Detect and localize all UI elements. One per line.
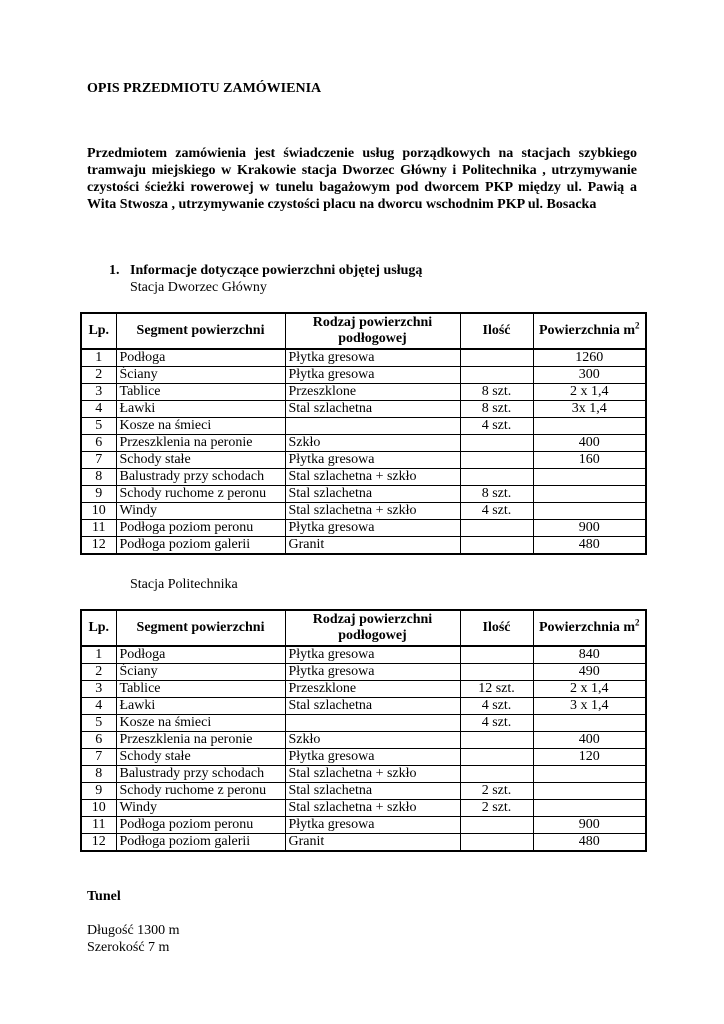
cell-segment: Podłoga poziom peronu xyxy=(116,817,285,834)
station-name-dworzec: Stacja Dworzec Główny xyxy=(130,280,267,295)
cell-lp: 11 xyxy=(81,520,116,537)
table-row xyxy=(81,749,646,766)
cell-lp: 3 xyxy=(81,681,116,698)
cell-segment: Podłoga poziom galerii xyxy=(116,834,285,852)
table-row xyxy=(81,800,646,817)
cell-segment: Windy xyxy=(116,800,285,817)
cell-powierzchnia: 900 xyxy=(533,520,646,537)
table-row xyxy=(81,384,646,401)
table-body xyxy=(81,349,646,554)
cell-powierzchnia: 160 xyxy=(533,452,646,469)
cell-powierzchnia xyxy=(533,766,646,783)
cell-segment: Kosze na śmieci xyxy=(116,418,285,435)
cell-rodzaj: Granit xyxy=(285,834,460,852)
table-row xyxy=(81,732,646,749)
cell-ilosc: 4 szt. xyxy=(460,698,533,715)
cell-rodzaj: Stal szlachetna xyxy=(285,698,460,715)
header-lp: Lp. xyxy=(81,610,116,646)
cell-powierzchnia: 840 xyxy=(533,646,646,664)
cell-lp: 5 xyxy=(81,418,116,435)
cell-ilosc xyxy=(460,520,533,537)
cell-segment: Podłoga xyxy=(116,349,285,367)
table-header-row xyxy=(81,313,646,349)
cell-ilosc: 2 szt. xyxy=(460,783,533,800)
tunel-heading: Tunel xyxy=(87,889,121,904)
header-powierzchnia-sup: 2 xyxy=(635,320,640,331)
cell-powierzchnia: 2 x 1,4 xyxy=(533,681,646,698)
header-ilosc: Ilość xyxy=(460,610,533,646)
cell-ilosc xyxy=(460,646,533,664)
header-segment: Segment powierzchni xyxy=(116,610,285,646)
table-row xyxy=(81,418,646,435)
cell-powierzchnia: 400 xyxy=(533,732,646,749)
table-row xyxy=(81,766,646,783)
cell-ilosc xyxy=(460,349,533,367)
table-body xyxy=(81,646,646,851)
cell-lp: 10 xyxy=(81,800,116,817)
cell-lp: 9 xyxy=(81,783,116,800)
cell-ilosc xyxy=(460,469,533,486)
cell-powierzchnia: 2 x 1,4 xyxy=(533,384,646,401)
cell-rodzaj: Płytka gresowa xyxy=(285,367,460,384)
header-powierzchnia-text: Powierzchnia m xyxy=(538,323,636,338)
cell-segment: Przeszklenia na peronie xyxy=(116,732,285,749)
header-powierzchnia-sup: 2 xyxy=(635,617,640,628)
header-lp: Lp. xyxy=(81,313,116,349)
cell-lp: 1 xyxy=(81,349,116,367)
section-heading-text: Informacje dotyczące powierzchni objętej usługą xyxy=(130,263,423,278)
table-row xyxy=(81,435,646,452)
cell-rodzaj: Stal szlachetna + szkło xyxy=(285,503,460,520)
cell-rodzaj xyxy=(285,418,460,435)
tunel-width: Szerokość 7 m xyxy=(87,940,170,955)
cell-segment: Balustrady przy schodach xyxy=(116,766,285,783)
table-header-row xyxy=(81,610,646,646)
header-segment: Segment powierzchni xyxy=(116,313,285,349)
intro-paragraph: Przedmiotem zamówienia jest świadczenie usług porządkowych na stacjach szybkiego tramwaju miejskiego w Krakowie stacja Dworzec Główny i Politechnika , utrzymywanie czystości ścieżki rowerowej w tunelu bagażowym pod dworcem PKP między ul. Pawią a Wita Stwosza , utrzymywanie czystości placu na dworcu wschodnim PKP ul. Bosacka xyxy=(87,146,637,212)
cell-ilosc xyxy=(460,749,533,766)
cell-segment: Schody stałe xyxy=(116,749,285,766)
cell-segment: Tablice xyxy=(116,681,285,698)
cell-ilosc: 8 szt. xyxy=(460,486,533,503)
table-row xyxy=(81,401,646,418)
cell-powierzchnia xyxy=(533,503,646,520)
table-row xyxy=(81,834,646,852)
header-rodzaj: Rodzaj powierzchni podłogowej xyxy=(285,313,460,349)
cell-rodzaj: Stal szlachetna xyxy=(285,783,460,800)
cell-ilosc xyxy=(460,367,533,384)
cell-powierzchnia xyxy=(533,715,646,732)
cell-lp: 2 xyxy=(81,367,116,384)
cell-segment: Ściany xyxy=(116,664,285,681)
cell-ilosc xyxy=(460,435,533,452)
cell-segment: Ławki xyxy=(116,698,285,715)
cell-segment: Windy xyxy=(116,503,285,520)
cell-rodzaj: Płytka gresowa xyxy=(285,817,460,834)
cell-segment: Schody ruchome z peronu xyxy=(116,486,285,503)
cell-lp: 8 xyxy=(81,469,116,486)
cell-segment: Podłoga xyxy=(116,646,285,664)
cell-rodzaj: Płytka gresowa xyxy=(285,749,460,766)
cell-ilosc: 4 szt. xyxy=(460,418,533,435)
cell-segment: Ściany xyxy=(116,367,285,384)
table-row xyxy=(81,681,646,698)
cell-powierzchnia xyxy=(533,783,646,800)
table-row xyxy=(81,503,646,520)
cell-lp: 11 xyxy=(81,817,116,834)
table-row xyxy=(81,664,646,681)
cell-segment: Ławki xyxy=(116,401,285,418)
header-powierzchnia xyxy=(533,610,646,646)
table-row xyxy=(81,452,646,469)
table-row xyxy=(81,537,646,555)
cell-rodzaj: Płytka gresowa xyxy=(285,349,460,367)
cell-lp: 8 xyxy=(81,766,116,783)
cell-powierzchnia: 490 xyxy=(533,664,646,681)
table-row xyxy=(81,715,646,732)
cell-rodzaj: Stal szlachetna xyxy=(285,401,460,418)
cell-powierzchnia: 900 xyxy=(533,817,646,834)
cell-segment: Kosze na śmieci xyxy=(116,715,285,732)
table-row xyxy=(81,783,646,800)
cell-rodzaj: Stal szlachetna + szkło xyxy=(285,800,460,817)
cell-rodzaj xyxy=(285,715,460,732)
cell-powierzchnia: 3x 1,4 xyxy=(533,401,646,418)
cell-lp: 2 xyxy=(81,664,116,681)
cell-rodzaj: Płytka gresowa xyxy=(285,646,460,664)
cell-segment: Podłoga poziom galerii xyxy=(116,537,285,555)
cell-powierzchnia: 300 xyxy=(533,367,646,384)
cell-lp: 3 xyxy=(81,384,116,401)
table-row xyxy=(81,469,646,486)
cell-ilosc xyxy=(460,732,533,749)
cell-segment: Balustrady przy schodach xyxy=(116,469,285,486)
cell-powierzchnia xyxy=(533,800,646,817)
cell-rodzaj: Przeszklone xyxy=(285,384,460,401)
cell-segment: Schody ruchome z peronu xyxy=(116,783,285,800)
cell-ilosc: 12 szt. xyxy=(460,681,533,698)
cell-lp: 6 xyxy=(81,732,116,749)
cell-ilosc xyxy=(460,766,533,783)
cell-lp: 4 xyxy=(81,698,116,715)
cell-lp: 10 xyxy=(81,503,116,520)
surface-table-politechnika xyxy=(80,609,647,852)
table-row xyxy=(81,698,646,715)
section-heading xyxy=(109,262,422,279)
table-row xyxy=(81,646,646,664)
cell-segment: Schody stałe xyxy=(116,452,285,469)
cell-powierzchnia: 1260 xyxy=(533,349,646,367)
cell-ilosc: 2 szt. xyxy=(460,800,533,817)
tunel-length: Długość 1300 m xyxy=(87,923,180,938)
header-rodzaj: Rodzaj powierzchni podłogowej xyxy=(285,610,460,646)
cell-segment: Podłoga poziom peronu xyxy=(116,520,285,537)
cell-rodzaj: Stal szlachetna xyxy=(285,486,460,503)
cell-ilosc xyxy=(460,817,533,834)
table-row xyxy=(81,520,646,537)
cell-powierzchnia xyxy=(533,469,646,486)
cell-powierzchnia xyxy=(533,486,646,503)
cell-ilosc xyxy=(460,537,533,555)
cell-rodzaj: Płytka gresowa xyxy=(285,520,460,537)
table-row xyxy=(81,349,646,367)
cell-rodzaj: Płytka gresowa xyxy=(285,452,460,469)
cell-powierzchnia: 480 xyxy=(533,834,646,852)
document-title: OPIS PRZEDMIOTU ZAMÓWIENIA xyxy=(87,81,322,96)
table-row xyxy=(81,817,646,834)
cell-lp: 9 xyxy=(81,486,116,503)
cell-lp: 1 xyxy=(81,646,116,664)
cell-lp: 6 xyxy=(81,435,116,452)
header-powierzchnia-text: Powierzchnia m xyxy=(538,620,636,635)
table-row xyxy=(81,367,646,384)
cell-rodzaj: Stal szlachetna + szkło xyxy=(285,469,460,486)
cell-lp: 7 xyxy=(81,749,116,766)
cell-lp: 5 xyxy=(81,715,116,732)
station-name-politechnika: Stacja Politechnika xyxy=(130,577,238,592)
section-number: 1. xyxy=(109,263,120,278)
cell-rodzaj: Płytka gresowa xyxy=(285,664,460,681)
surface-table-dworzec xyxy=(80,312,647,555)
cell-rodzaj: Granit xyxy=(285,537,460,555)
cell-powierzchnia: 120 xyxy=(533,749,646,766)
cell-ilosc: 8 szt. xyxy=(460,384,533,401)
cell-lp: 7 xyxy=(81,452,116,469)
cell-segment: Tablice xyxy=(116,384,285,401)
cell-rodzaj: Szkło xyxy=(285,435,460,452)
cell-rodzaj: Przeszklone xyxy=(285,681,460,698)
table-row xyxy=(81,486,646,503)
cell-ilosc xyxy=(460,664,533,681)
cell-ilosc: 4 szt. xyxy=(460,715,533,732)
cell-ilosc: 4 szt. xyxy=(460,503,533,520)
cell-ilosc xyxy=(460,834,533,852)
cell-powierzchnia xyxy=(533,418,646,435)
cell-powierzchnia: 400 xyxy=(533,435,646,452)
cell-powierzchnia: 3 x 1,4 xyxy=(533,698,646,715)
cell-lp: 12 xyxy=(81,834,116,852)
cell-ilosc xyxy=(460,452,533,469)
cell-powierzchnia: 480 xyxy=(533,537,646,555)
cell-ilosc: 8 szt. xyxy=(460,401,533,418)
cell-lp: 12 xyxy=(81,537,116,555)
cell-lp: 4 xyxy=(81,401,116,418)
header-ilosc: Ilość xyxy=(460,313,533,349)
cell-segment: Przeszklenia na peronie xyxy=(116,435,285,452)
cell-rodzaj: Stal szlachetna + szkło xyxy=(285,766,460,783)
cell-rodzaj: Szkło xyxy=(285,732,460,749)
header-powierzchnia xyxy=(533,313,646,349)
